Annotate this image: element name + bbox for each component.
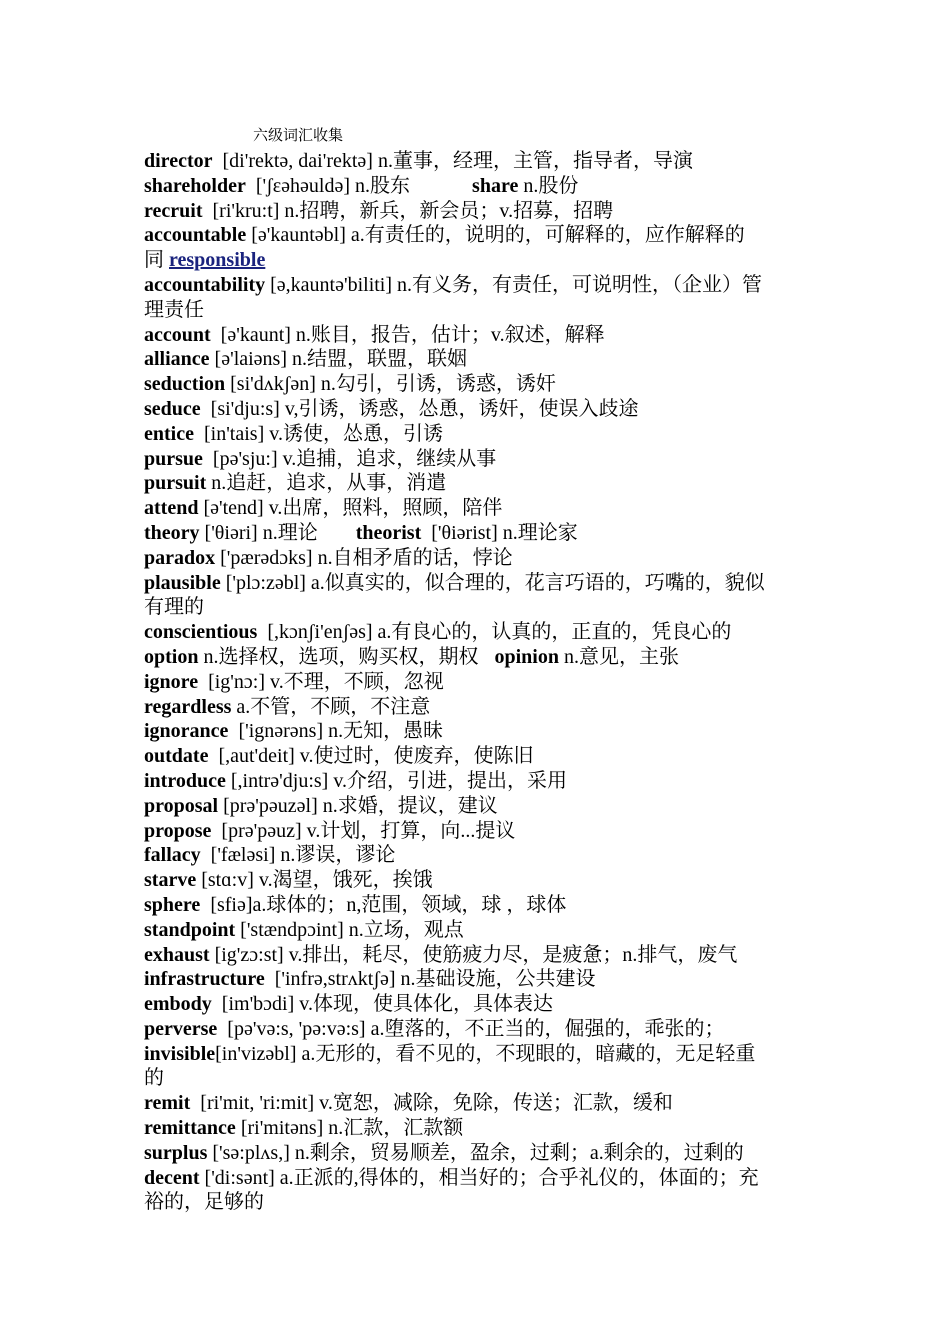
vocabulary-list (144, 149, 812, 1215)
vocab-line (144, 620, 812, 645)
headword: perverse (144, 1017, 218, 1040)
vocab-line (144, 1141, 812, 1166)
headword: account (144, 323, 211, 346)
vocab-line (144, 645, 812, 670)
headword: regardless (144, 695, 232, 718)
headword: ignorance (144, 720, 229, 743)
synonym-link[interactable]: responsible (169, 249, 266, 272)
page-header: 六级词汇收集 (253, 128, 344, 144)
headword: accountable (144, 224, 247, 247)
definition-text: n.意见，主张 (558, 645, 679, 668)
vocab-line (144, 1017, 812, 1042)
definition-text: n.选择权，选项，购买权，期权 (198, 645, 479, 668)
definition-text: ['ignərəns] n.无知，愚昧 (228, 720, 444, 743)
vocab-line (144, 868, 812, 893)
definition-text: [ig'nɔ:] v.不理，不顾，忽视 (198, 670, 444, 693)
vocab-line (144, 769, 812, 794)
definition-text: [,intrə'dju:s] v.介绍，引进，提出，采用 (225, 769, 568, 792)
vocab-line (144, 819, 812, 844)
definition-text: ['sə:plʌs,] n.剩余，贸易顺差，盈余，过剩；a.剩余的，过剩的 (207, 1141, 744, 1164)
definition-text: ['pærədɔks] n.自相矛盾的话，悖论 (215, 546, 513, 569)
headword: pursue (144, 447, 203, 470)
vocab-line (144, 1042, 812, 1067)
definition-text: [ə'tend] v.出席，照料，照顾，陪伴 (198, 497, 503, 520)
headword: theorist (355, 521, 422, 544)
vocab-line (144, 199, 812, 224)
definition-text: [ə'laiəns] n.结盟，联盟，联姻 (209, 348, 467, 371)
vocab-line (144, 1166, 812, 1191)
vocab-line (144, 1066, 812, 1091)
vocab-line (144, 323, 812, 348)
headword: remittance (144, 1117, 236, 1140)
headword: shareholder (144, 174, 246, 197)
vocab-line (144, 223, 812, 248)
vocab-line (144, 496, 812, 521)
headword: seduction (144, 373, 226, 396)
definition-text: [prə'pəuzəl] n.求婚，提议，建议 (218, 794, 498, 817)
vocab-line (144, 447, 812, 472)
headword: exhaust (144, 943, 210, 966)
definition-text: ['stændpɔint] n.立场，观点 (235, 918, 464, 941)
definition-text: [in'tais] v.诱使，怂恿，引诱 (193, 422, 443, 445)
definition-text: 的 (144, 1067, 164, 1090)
definition-text: [di'rektə, dai'rektə] n.董事，经理，主管，指导者，导演 (212, 150, 693, 172)
headword: pursuit (144, 472, 207, 495)
vocab-line (144, 843, 812, 868)
vocab-line (144, 992, 812, 1017)
vocab-line (144, 695, 812, 720)
headword: plausible (144, 571, 221, 594)
headword: recruit (144, 199, 203, 222)
definition-text: ['infrə,strʌktʃə] n.基础设施，公共建设 (264, 968, 596, 991)
definition-text: 理责任 (144, 298, 204, 321)
definition-text: ['plɔ:zəbl] a.似真实的，似合理的，花言巧语的，巧嘴的，貌似 (220, 571, 765, 594)
vocab-line (144, 397, 812, 422)
headword: surplus (144, 1141, 208, 1164)
definition-text: ['ʃɛəhəuldə] n.股东 (245, 174, 411, 197)
headword: proposal (144, 794, 219, 817)
headword: seduce (144, 397, 201, 420)
headword: embody (144, 993, 212, 1016)
vocab-line (144, 918, 812, 943)
definition-text: [pə'sju:] v.追捕，追求，继续从事 (202, 447, 497, 470)
headword: decent (144, 1166, 200, 1189)
definition-text: ['fæləsi] n.谬误，谬论 (200, 844, 396, 867)
definition-text: [stɑ:v] v.渴望，饿死，挨饿 (196, 869, 433, 892)
definition-text: [sfiə]a.球体的；n,范围，领域，球 ，球体 (200, 893, 567, 916)
vocab-line (144, 298, 812, 323)
vocab-line (144, 1091, 812, 1116)
headword: director (144, 150, 213, 172)
vocab-line (144, 670, 812, 695)
vocab-line (144, 546, 812, 571)
definition-text: ['θiərist] n.理论家 (421, 521, 578, 544)
definition-text: n.追赶，追求，从事，消遣 (206, 472, 447, 495)
definition-text: [ri'kru:t] n.招聘，新兵，新会员；v.招募，招聘 (202, 199, 614, 222)
definition-text: [ə'kaunt] n.账目，报告，估计；v.叙述，解释 (210, 323, 605, 346)
headword: remit (144, 1092, 191, 1115)
headword: sphere (144, 893, 201, 916)
vocab-line (144, 571, 812, 596)
headword: option (144, 645, 199, 668)
headword: share (472, 174, 519, 197)
vocab-line (144, 719, 812, 744)
vocab-line (144, 422, 812, 447)
definition-text: [,aut'deit] v.使过时，使废弃，使陈旧 (208, 745, 534, 768)
vocab-line (144, 1190, 812, 1215)
definition-text: [ə,kauntə'biliti] n.有义务，有责任，可说明性，（企业）管 (265, 273, 763, 296)
headword: invisible (144, 1042, 216, 1065)
headword: accountability (144, 273, 266, 296)
vocab-line (144, 1116, 812, 1141)
vocab-line (144, 273, 812, 298)
definition-text: 裕的，足够的 (144, 1191, 264, 1214)
definition-text: ['di:sənt] a.正派的,得体的，相当好的；合乎礼仪的，体面的；充 (199, 1166, 759, 1189)
definition-text: [prə'pəuz] v.计划，打算，向...提议 (211, 819, 516, 842)
headword: alliance (144, 348, 210, 371)
definition-text: ['θiəri] n.理论 (199, 521, 318, 544)
definition-text: [ri'mitəns] n.汇款，汇款额 (235, 1117, 464, 1140)
vocab-line (144, 521, 812, 546)
definition-text: [ri'mit, 'ri:mit] v.宽恕，减除，免除，传送；汇款，缓和 (190, 1092, 673, 1115)
definition-text: [in'vizəbl] a.无形的，看不见的，不现眼的，暗藏的，无足轻重 (215, 1042, 756, 1065)
vocab-line (144, 372, 812, 397)
vocab-line (144, 149, 812, 174)
headword: propose (144, 819, 212, 842)
headword: fallacy (144, 844, 201, 867)
vocab-line (144, 943, 812, 968)
vocab-line (144, 347, 812, 372)
definition-text: [im'bɔdi] v.体现，使具体化，具体表达 (211, 993, 553, 1016)
definition-text: a.不管，不顾，不注意 (231, 695, 431, 718)
vocab-line (144, 967, 812, 992)
headword: opinion (494, 645, 559, 668)
vocab-line (144, 595, 812, 620)
headword: conscientious (144, 621, 258, 644)
definition-text: n.股份 (518, 174, 579, 197)
vocab-line (144, 893, 812, 918)
definition-text: [si'dʌkʃən] n.勾引，引诱，诱惑，诱奸 (225, 373, 556, 396)
definition-text: [pə'və:s, 'pə:və:s] a.堕落的，不正当的，倔强的，乖张的； (217, 1017, 725, 1040)
definition-text: [si'dju:s] v,引诱，诱惑，怂恿，诱奸，使误入歧途 (200, 397, 639, 420)
headword: infrastructure (144, 968, 265, 991)
headword: paradox (144, 546, 216, 569)
headword: ignore (144, 670, 199, 693)
definition-text: [ig'zɔ:st] v.排出，耗尽，使筋疲力尽，是疲惫；n.排气，废气 (209, 943, 738, 966)
headword: outdate (144, 745, 209, 768)
vocab-line (144, 174, 812, 199)
vocab-line (144, 248, 812, 273)
vocab-line (144, 794, 812, 819)
headword: entice (144, 422, 194, 445)
vocab-line (144, 744, 812, 769)
headword: introduce (144, 769, 226, 792)
definition-text: [,kɔnʃi'enʃəs] a.有良心的，认真的，正直的，凭良心的 (257, 621, 732, 644)
vocab-line (144, 471, 812, 496)
headword: standpoint (144, 918, 236, 941)
headword: theory (144, 521, 200, 544)
definition-text: [ə'kauntəbl] a.有责任的，说明的，可解释的，应作解释的 (246, 224, 745, 247)
headword: starve (144, 869, 197, 892)
definition-text: 有理的 (144, 596, 204, 619)
definition-text: 同 (144, 249, 169, 272)
headword: attend (144, 497, 199, 520)
